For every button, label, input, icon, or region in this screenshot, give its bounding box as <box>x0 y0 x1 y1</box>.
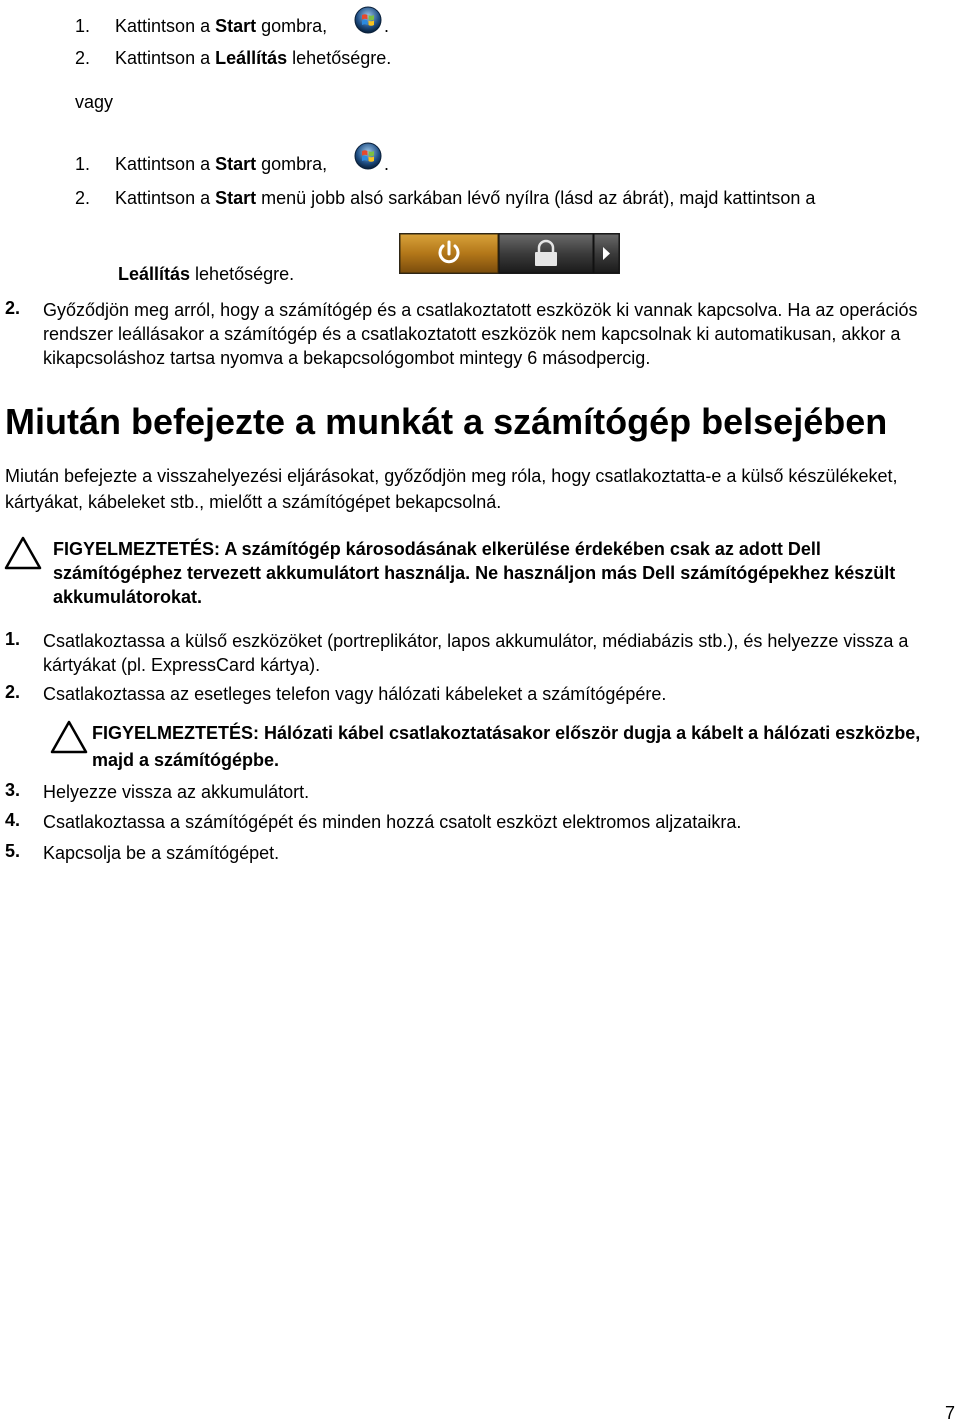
step-text: Csatlakoztassa a külső eszközöket (portreplikátor, lapos akkumulátor, médiabázis stb.), és helyezze vissza a kártyákat (pl. ExpressCard kártya). <box>43 631 909 675</box>
period: . <box>384 16 390 36</box>
list-text: menü jobb alsó sarkában lévő nyílra (lásd az ábrát), majd kattintson a <box>256 188 816 208</box>
section-title: Miután befejezte a munkát a számítógép belsejében <box>5 401 888 442</box>
step-text: Csatlakoztassa az esetleges telefon vagy hálózati kábeleket a számítógépére. <box>43 684 667 704</box>
list-text: lehetőségre. <box>287 48 392 68</box>
list1-item-2 <box>75 48 391 69</box>
list-bold-text: Start <box>215 16 257 36</box>
step-number: 2. <box>5 298 21 318</box>
warning-text: FIGYELMEZTETÉS: Hálózati kábel csatlakoztatásakor először dugja a kábelt a hálózati eszközbe, majd a számítógépbe. <box>92 723 921 770</box>
list2-item-2 <box>75 188 815 209</box>
period: . <box>384 154 390 174</box>
step-number: 5. <box>5 841 21 861</box>
step-number: 2. <box>5 682 21 702</box>
list-number: 2. <box>75 48 91 68</box>
step-number: 1. <box>5 629 21 649</box>
list-bold-text: Start <box>215 188 257 208</box>
list2-item-1 <box>75 154 327 175</box>
warning-text: FIGYELMEZTETÉS: A számítógép károsodásának elkerülése érdekében csak az adott Dell számítógéphez tervezett akkumulátort használja. Ne használjon más Dell számítógépekhez készült akkumulátorokat. <box>53 539 896 607</box>
list-number: 1. <box>75 16 91 36</box>
windows-start-orb-icon <box>354 6 382 34</box>
list1-item-1 <box>75 16 327 37</box>
list-bold-text: Leállítás <box>215 48 288 68</box>
list-text: gombra, <box>256 154 328 174</box>
warning-triangle-icon <box>4 536 42 570</box>
list-bold-text: Leállítás <box>118 264 191 284</box>
list2-item-2-continuation <box>118 264 294 285</box>
step-2-text: Győződjön meg arról, hogy a számítógép és a csatlakoztatott eszközök ki vannak kapcsolva. Ha az operációs rendszer leállásakor a számítógép és a csatlakoztatott eszközök nem kapcsolnak ki automatikusan, akkor a kikapcsoláshoz tartsa nyomva a bekapcsológombot mintegy 6 másodpercig. <box>43 300 918 368</box>
step-text: Helyezze vissza az akkumulátort. <box>43 782 310 802</box>
list-text: Kattintson a <box>115 16 216 36</box>
list-bold-text: Start <box>215 154 257 174</box>
step-text: Kapcsolja be a számítógépet. <box>43 843 280 863</box>
list-text: Kattintson a <box>115 188 216 208</box>
list-number: 2. <box>75 188 91 208</box>
intro-paragraph: Miután befejezte a visszahelyezési eljárásokat, győződjön meg róla, hogy csatlakoztatta-e a külső készülékeket, kártyákat, kábeleket stb., mielőtt a számítógépet bekapcsolná. <box>5 466 898 512</box>
step-text: Csatlakoztassa a számítógépét és minden hozzá csatolt eszközt elektromos aljzataikra. <box>43 812 742 832</box>
warning-triangle-icon <box>50 720 88 754</box>
or-text: vagy <box>75 92 114 112</box>
list-text: Kattintson a <box>115 48 216 68</box>
list-number: 1. <box>75 154 91 174</box>
list-text: gombra, <box>256 16 328 36</box>
list-text: lehetőségre. <box>190 264 295 284</box>
page-number: 7 <box>945 1403 956 1423</box>
step-number: 3. <box>5 780 21 800</box>
shutdown-button-bar <box>399 233 620 274</box>
windows-start-orb-icon <box>354 142 382 170</box>
list-text: Kattintson a <box>115 154 216 174</box>
step-number: 4. <box>5 810 21 830</box>
